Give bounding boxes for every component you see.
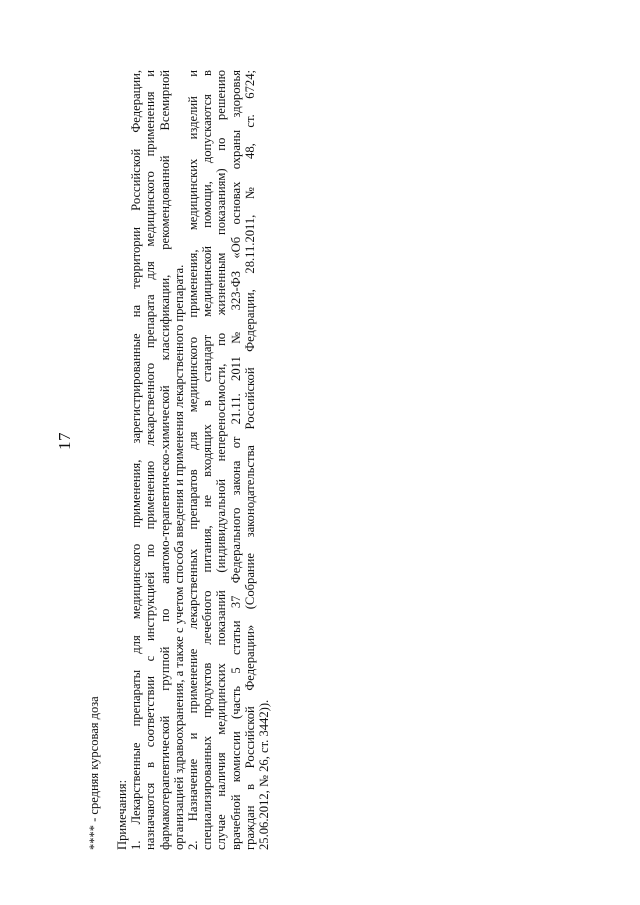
note-line: 1. Лекарственные препараты для медицинского применения, зарегистрированные на территории Российской Федерации, bbox=[129, 70, 144, 850]
rotated-page-content bbox=[55, 70, 355, 850]
page-number: 17 bbox=[55, 432, 74, 450]
note-line: 25.06.2012, № 26, ст. 3442)). bbox=[257, 699, 272, 850]
note-line: случае наличия медицинских показаний (индивидуальной непереносимости, по жизненным показаниям) по решению bbox=[214, 70, 229, 850]
note-line: граждан в Российской Федерации» (Собрание законодательства Российской Федерации, 28.11.2011, № 48, ст. 6724; bbox=[242, 70, 257, 850]
note-line: врачебной комиссии (часть 5 статьи 37 Федерального закона от 21.11. 2011 № 323-ФЗ «Об основах охраны здоровья bbox=[228, 70, 243, 850]
notes-title: Примечания: bbox=[115, 779, 129, 850]
note-line: фармакотерапевтической группой по анатомо-терапевтическо-химической классификации, рекомендованной Всемирной bbox=[157, 70, 172, 850]
note-line: специализированных продуктов лечебного питания, не входящих в стандарт медицинской помощи, допускаются в bbox=[200, 70, 215, 850]
note-line: 2. Назначение и применение лекарственных препаратов для медицинского применения, медицинских изделий и bbox=[186, 70, 201, 850]
note-line: назначаются в соответствии с инструкцией по применению лекарственного препарата для медицинского применения и bbox=[143, 70, 158, 850]
note-line: организацией здравоохранения, а также с учетом способа введения и применения лекарственного препарата. bbox=[171, 264, 186, 850]
notes-section bbox=[115, 70, 271, 850]
footnote-course-dose: **** - средняя курсовая доза bbox=[87, 696, 101, 850]
